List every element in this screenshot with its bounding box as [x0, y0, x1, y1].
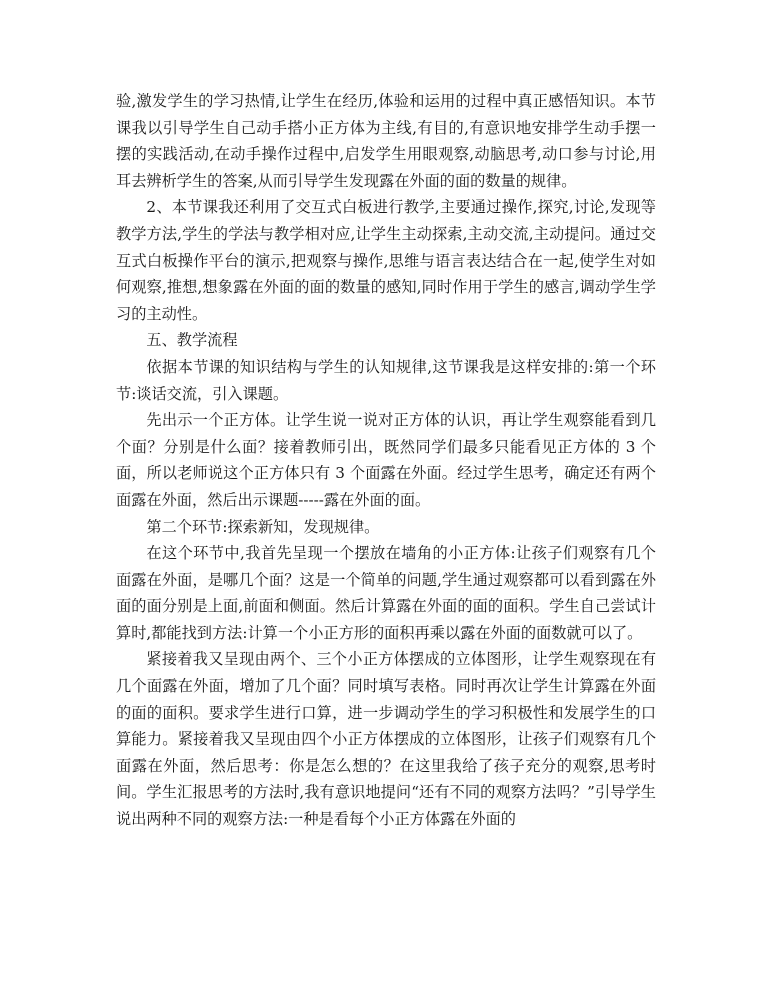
paragraph-continuation: 验,激发学生的学习热情,让学生在经历,体验和运用的过程中真正感悟知识。本节课我以引导学生自己动手搭小正方体为主线,有目的,有意识地安排学生动手摆一摆的实践活动,在动手操作过程中,启发学生用眼观察,动脑思考,动口参与讨论,用耳去辨析学生的答案,从而引导学生发现露在外面的面的数量的规律。 — [116, 92, 656, 190]
paragraph-arrangement: 依据本节课的知识结构与学生的认知规律,这节课我是这样安排的:第一个环节:谈话交流，引入课题。 — [116, 357, 656, 403]
document-body — [116, 88, 656, 833]
section-heading-teaching-process: 五、教学流程 — [146, 331, 238, 350]
paragraph-second-step: 第二个环节:探索新知，发现规律。 — [146, 517, 380, 536]
paragraph-whiteboard: 2、本节课我还利用了交互式白板进行教学,主要通过操作,探究,讨论,发现等教学方法,学生的学法与教学相对应,让学生主动探索,主动交流,主动提问。通过交互式白板操作平台的演示,把观察与操作,思维与语言表达结合在一起,使学生对如何观察,推想,想象露在外面的面的数量的感知,同时作用于学生的感言,调动学生学习的主动性。 — [116, 198, 656, 323]
paragraph-multiple-cubes: 紧接着我又呈现由两个、三个小正方体摆成的立体图形，让学生观察现在有几个面露在外面，增加了几个面？同时填写表格。同时再次让学生计算露在外面的面的面积。要求学生进行口算，进一步调动学生的学习积极性和发展学生的口算能力。紧接着我又呈现由四个小正方体摆成的立体图形，让孩子们观察有几个面露在外面，然后思考：你是怎么想的？在这里我给了孩子充分的观察,思考时间。学生汇报思考的方法时,我有意识地提问“还有不同的观察方法吗？”引导学生说出两种不同的观察方法:一种是看每个小正方体露在外面的 — [116, 650, 656, 829]
paragraph-show-cube: 先出示一个正方体。让学生说一说对正方体的认识，再让学生观察能看到几个面？分别是什么面？接着教师引出，既然同学们最多只能看见正方体的 3 个面，所以老师说这个正方体只有 3 个面露在外面。经过学生思考，确定还有两个面露在外面，然后出示课题-----露在外面的面。 — [116, 411, 656, 509]
paragraph-corner-cube: 在这个环节中,我首先呈现一个摆放在墙角的小正方体:让孩子们观察有几个面露在外面，是哪几个面？这是一个简单的问题,学生通过观察都可以看到露在外面的面分别是上面,前面和侧面。然后计算露在外面的面的面积。学生自己尝试计算时,都能找到方法:计算一个小正方形的面积再乘以露在外面的面数就可以了。 — [116, 544, 656, 642]
